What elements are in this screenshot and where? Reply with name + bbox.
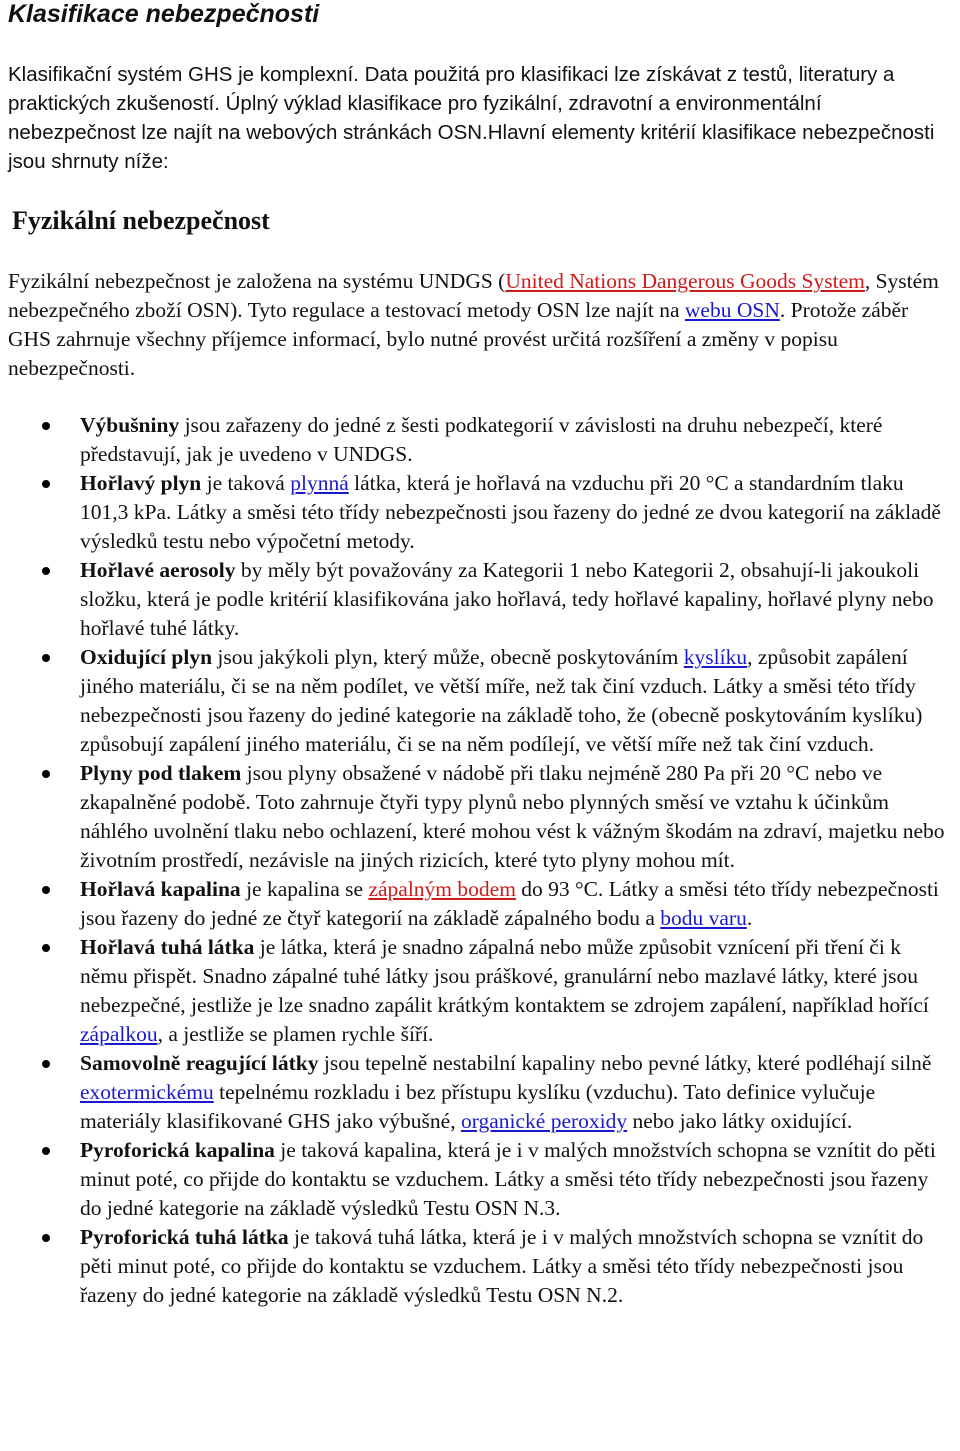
organicke-peroxidy-link[interactable]: organické peroxidy (460, 1109, 628, 1133)
zapalny-bod-link[interactable]: zápalným bodem (368, 877, 516, 901)
physical-text-3: . Protože záběr GHS zahrnuje všechny příjemce informací, bylo nutné provést určitá rozšíření a změny v popisu nebezpečnosti. (8, 298, 909, 380)
intro-paragraph: Klasifikační systém GHS je komplexní. Data použitá pro klasifikaci lze získávat z testů, literatury a praktických zkušeností. Úplný výklad klasifikace pro fyzikální, zdravotní a environmentální nebezpečnost lze najít na webových stránkách OSN.Hlavní elementy kritérií klasifikace nebezpečnosti jsou shrnuty níže: (8, 63, 935, 173)
section-heading: Fyzikální nebezpečnost (12, 206, 270, 235)
hazard-text: je taková kapalina, která je i v malých množstvích schopna se vznítit do pěti minut poté, co přijde do kontaktu se vzduchem. Látky a směsi této třídy nebezpečnosti jsou řazeny do jedné kategorie na základě výsledků Testu OSN N.3. (80, 1138, 936, 1220)
list-item (0, 759, 954, 875)
hazard-text: jsou plyny obsažené v nádobě při tlaku nejméně 280 Pa při 20 °C nebo ve zkapalněné podobě. Toto zahrnuje čtyři typy plynů nebo plynných směsí ve vztahu k účinkům náhlého uvolnění tlaku nebo ochlazení, které mohou vést k vážným škodám na zdraví, majetku nebo životním prostředí, nezávisle na jiných rizicích, které tyto plyny mohou mít. (80, 761, 945, 872)
hazard-text: do 93 °C. Látky a směsi této třídy nebezpečnosti jsou řazeny do jedné ze čtyř kategorií na základě zápalného bodu a (80, 877, 939, 930)
hazard-term: Hořlavé aerosoly (80, 558, 236, 582)
hazard-text: by měly být považovány za Kategorii 1 nebo Kategorii 2, obsahují-li jakoukoli složku, která je podle kritérií klasifikována jako hořlavá, tedy hořlavé kapaliny, hořlavé plyny nebo hořlavé tuhé látky. (80, 558, 934, 640)
page-title: Klasifikace nebezpečnosti (8, 0, 320, 28)
hazard-text: jsou jakýkoli plyn, který může, obecně poskytováním (212, 645, 684, 669)
hazard-text: je taková tuhá látka, která je i v malých množstvích schopna se vznítit do pěti minut poté, co přijde do kontaktu se vzduchem. Látky a směsi této třídy nebezpečnosti jsou řazeny do jedné kategorie na základě výsledků Testu OSN N.2. (80, 1225, 924, 1307)
hazard-text: , způsobit zapálení jiného materiálu, či se na něm podílet, ve větší míře, než tak činí vzduch. Látky a směsi této třídy nebezpečnosti jsou řazeny do jediné kategorie na základě toho, že (obecně poskytováním kyslíku) způsobují zapálení jiného materiálu, či se na něm podílejí, ve větší míře než tak činí vzduch. (80, 645, 923, 756)
list-item (0, 411, 954, 469)
hazard-term: Hořlavá kapalina (80, 877, 241, 901)
exotermickemu-link[interactable]: exotermickému (80, 1080, 214, 1104)
list-item (0, 469, 954, 556)
kysliku-link[interactable]: kyslíku (683, 645, 748, 669)
hazard-text: nebo jako látky oxidující. (627, 1109, 853, 1133)
list-item (0, 1049, 954, 1136)
hazard-list (0, 411, 960, 1310)
list-item (0, 556, 954, 643)
hazard-term: Pyroforická kapalina (80, 1138, 275, 1162)
list-item (0, 1223, 954, 1310)
hazard-term: Samovolně reagující látky (80, 1051, 319, 1075)
hazard-text: je látka, která je snadno zápalná nebo může způsobit vznícení při tření či k němu přispět. Snadno zápalné tuhé látky jsou práškové, granulární nebo mazlavé látky, které jsou nebezpečné, jestliže je lze snadno zapálit krátkým kontaktem se zdrojem zapálení, například hořící (80, 935, 929, 1017)
list-item (0, 1136, 954, 1223)
hazard-term: Výbušniny (80, 413, 180, 437)
physical-text-2: , Systém nebezpečného zboží OSN). Tyto regulace a testovací metody OSN lze najít na (8, 269, 939, 322)
hazard-text: je taková (201, 471, 291, 495)
physical-text-1: Fyzikální nebezpečnost je založena na systému UNDGS ( (8, 269, 506, 293)
hazard-text: je kapalina se (240, 877, 369, 901)
physical-hazard-paragraph (8, 267, 952, 383)
osn-web-link[interactable]: webu OSN (684, 298, 780, 322)
zapalkou-link[interactable]: zápalkou (80, 1022, 158, 1046)
list-item (0, 643, 954, 759)
hazard-text: tepelnému rozkladu i bez přístupu kyslíku (vzduchu). Tato definice vylučuje materiály klasifikované GHS jako výbušné, (80, 1080, 876, 1133)
hazard-term: Pyroforická tuhá látka (80, 1225, 289, 1249)
hazard-text: . (746, 906, 753, 930)
hazard-text: , a jestliže se plamen rychle šíří. (157, 1022, 434, 1046)
plynna-link[interactable]: plynná (290, 471, 349, 495)
bod-varu-link[interactable]: bodu varu (660, 906, 747, 930)
hazard-term: Hořlavá tuhá látka (80, 935, 255, 959)
hazard-text: jsou tepelně nestabilní kapaliny nebo pevné látky, které podléhají silně (318, 1051, 932, 1075)
list-item (0, 875, 954, 933)
hazard-term: Oxidující plyn (80, 645, 213, 669)
hazard-text: jsou zařazeny do jedné z šesti podkategorií v závislosti na druhu nebezpečí, které představují, jak je uvedeno v UNDGS. (80, 413, 883, 466)
list-item (0, 933, 954, 1049)
hazard-term: Hořlavý plyn (80, 471, 202, 495)
hazard-text: látka, která je hořlavá na vzduchu při 20 °C a standardním tlaku 101,3 kPa. Látky a směsi této třídy nebezpečnosti jsou řazeny do jedné ze dvou kategorií na základě výsledků testu nebo výpočetní metody. (80, 471, 941, 553)
hazard-term: Plyny pod tlakem (80, 761, 242, 785)
undgs-link[interactable]: United Nations Dangerous Goods System (505, 269, 865, 293)
